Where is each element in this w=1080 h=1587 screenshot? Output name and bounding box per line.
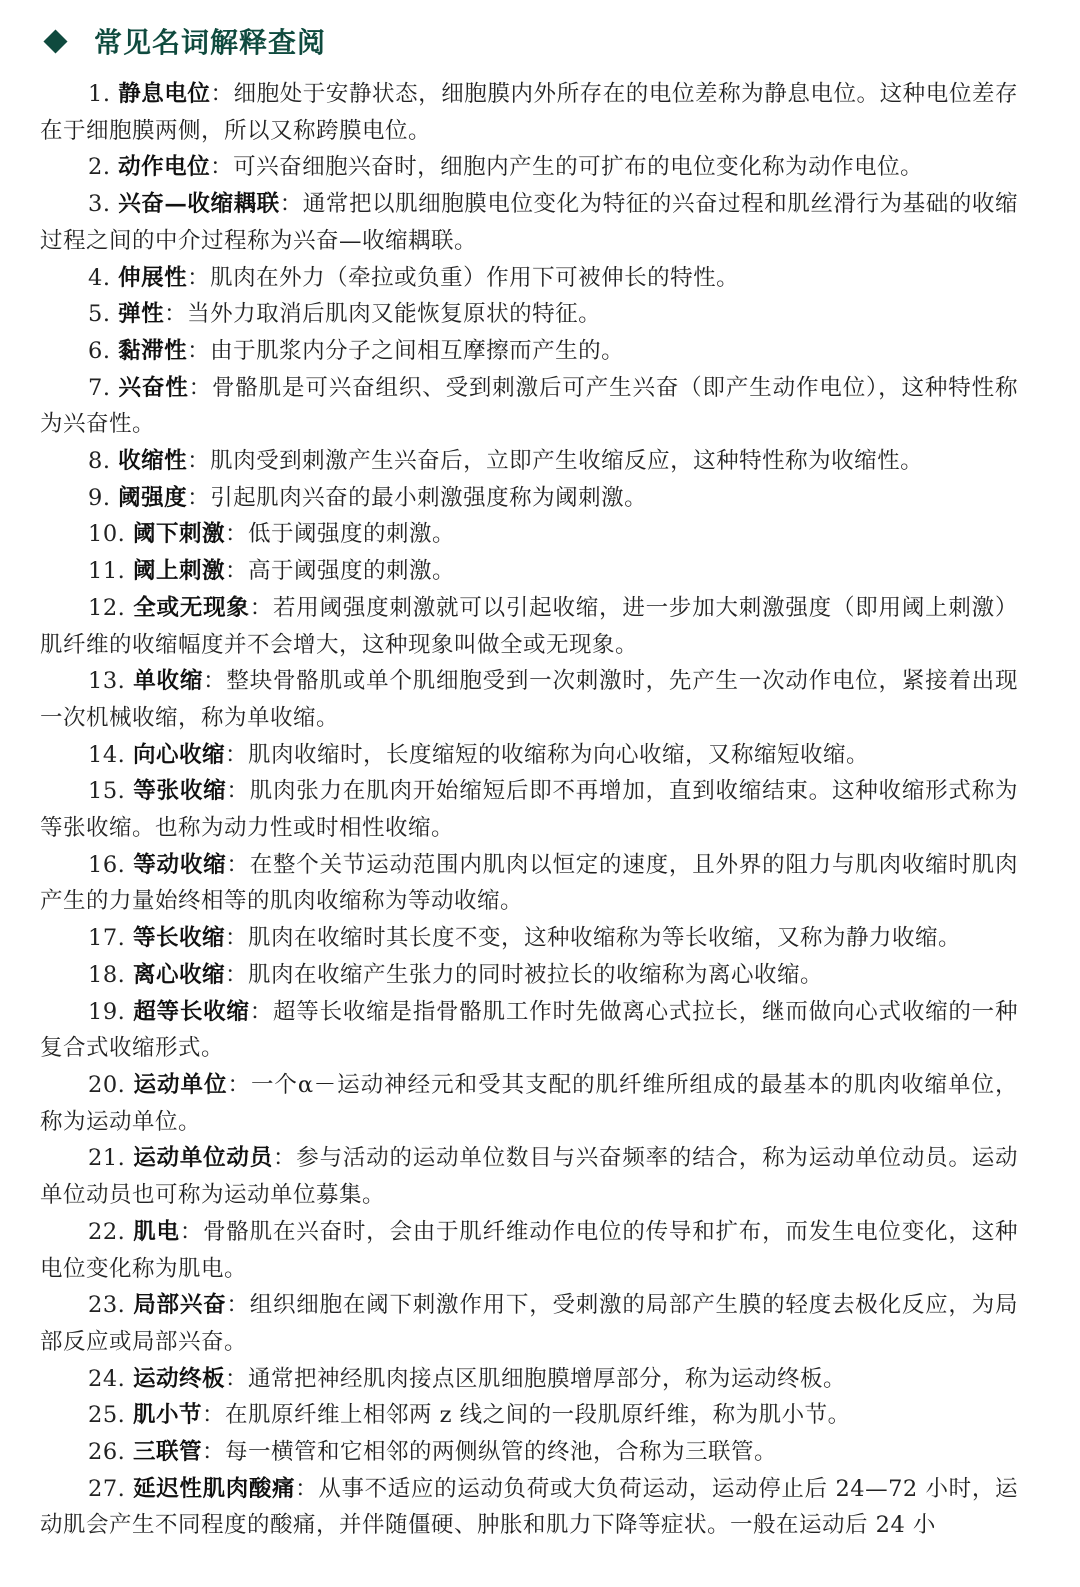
entry-number: 9. [88, 484, 111, 511]
entry-term: 静息电位 [118, 81, 211, 107]
entry-definition: 在整个关节运动范围内肌肉以恒定的速度，且外界的阻力与肌肉收缩时肌肉产生的力量始终相等的肌肉收缩称为等动收缩。 [40, 851, 1018, 915]
definition-entry [40, 737, 1018, 774]
entry-term: 运动单位动员 [133, 1145, 273, 1172]
entry-separator: ： [224, 558, 248, 585]
entry-term: 运动终板 [132, 1365, 225, 1392]
entry-term: 弹性 [118, 301, 165, 328]
entry-definition: 骨骼肌在兴奋时，会由于肌纤维动作电位的传导和扩布，而发生电位变化，这种电位变化称为肌电。 [40, 1218, 1018, 1282]
definition-list [40, 76, 1018, 1544]
entry-definition: 超等长收缩是指骨骼肌工作时先做离心式拉长，继而做向心式收缩的一种复合式收缩形式。 [40, 998, 1018, 1062]
entry-number: 5. [88, 301, 111, 328]
entry-definition: 整块骨骼肌或单个肌细胞受到一次刺激时，先产生一次动作电位，紧接着出现一次机械收缩，称为单收缩。 [40, 668, 1018, 731]
entry-number: 17. [88, 925, 126, 952]
definition-entry [40, 957, 1018, 994]
definition-entry [40, 590, 1018, 663]
entry-definition: 当外力取消后肌肉又能恢复原状的特征。 [187, 301, 602, 328]
entry-number: 1. [88, 81, 111, 107]
definition-entry [40, 847, 1018, 920]
definition-entry [40, 149, 1018, 186]
entry-term: 运动单位 [133, 1071, 228, 1098]
entry-separator: ： [226, 778, 250, 805]
entry-separator: ： [224, 741, 248, 768]
entry-number: 18. [88, 961, 126, 988]
entry-term: 局部兴奋 [133, 1292, 227, 1319]
entry-term: 等张收缩 [133, 778, 227, 805]
entry-separator: ： [226, 851, 250, 878]
entry-number: 26. [88, 1439, 126, 1466]
entry-definition: 通常把神经肌肉接点区肌细胞膜增厚部分，称为运动终板。 [247, 1365, 846, 1392]
definition-entry [40, 1067, 1018, 1140]
entry-separator: ： [224, 925, 248, 952]
definition-entry [40, 186, 1018, 259]
entry-definition: 在肌原纤维上相邻两 z 线之间的一段肌原纤维，称为肌小节。 [224, 1402, 851, 1429]
entry-separator: ： [188, 374, 212, 401]
definition-entry [40, 994, 1018, 1067]
section-heading [40, 20, 1018, 62]
entry-term: 延迟性肌肉酸痛 [133, 1475, 296, 1502]
definition-entry [40, 1214, 1018, 1287]
entry-term: 等动收缩 [133, 851, 227, 878]
definition-entry [40, 260, 1018, 297]
definition-entry [40, 480, 1018, 517]
definition-entry [40, 1140, 1018, 1213]
entry-separator: ： [179, 1218, 204, 1245]
entry-number: 24. [88, 1365, 126, 1392]
entry-number: 22. [88, 1218, 126, 1245]
definition-entry [40, 1397, 1018, 1434]
entry-term: 单收缩 [133, 668, 204, 695]
entry-term: 阈上刺激 [132, 558, 225, 585]
entry-separator: ： [210, 154, 234, 181]
entry-number: 8. [88, 448, 111, 475]
entry-number: 13. [88, 668, 126, 695]
entry-separator: ： [295, 1475, 319, 1502]
entry-separator: ： [279, 191, 303, 218]
entry-term: 兴奋—收缩耦联 [118, 191, 280, 218]
entry-number: 7. [88, 374, 111, 401]
entry-separator: ： [227, 1071, 251, 1098]
entry-definition: 肌肉受到刺激产生兴奋后，立即产生收缩反应，这种特性称为收缩性。 [210, 448, 924, 475]
definition-entry [40, 553, 1018, 590]
definition-entry [40, 1471, 1018, 1544]
entry-term: 离心收缩 [132, 961, 225, 988]
entry-definition: 组织细胞在阈下刺激作用下，受刺激的局部产生膜的轻度去极化反应，为局部反应或局部兴奋。 [40, 1292, 1018, 1355]
definition-entry [40, 516, 1018, 553]
entry-separator: ： [210, 81, 234, 107]
definition-entry [40, 1287, 1018, 1360]
entry-definition: 若用阈强度刺激就可以引起收缩，进一步加大刺激强度（即用阈上刺激）肌纤维的收缩幅度并不会增大，这种现象叫做全或无现象。 [40, 594, 1018, 658]
entry-definition: 从事不适应的运动负荷或大负荷运动，运动停止后 24—72 小时，运动肌会产生不同程度的酸痛，并伴随僵硬、肿胀和肌力下降等症状。一般在运动后 24 小 [40, 1475, 1018, 1539]
entry-separator: ： [187, 264, 211, 291]
entry-number: 2. [88, 154, 111, 181]
entry-term: 肌小节 [132, 1402, 202, 1429]
entry-separator: ： [224, 961, 248, 988]
entry-number: 14. [88, 741, 126, 768]
entry-number: 15. [88, 778, 126, 805]
definition-entry [40, 773, 1018, 846]
definition-entry [40, 333, 1018, 370]
entry-number: 6. [88, 337, 111, 364]
entry-definition: 骨骼肌是可兴奋组织、受到刺激后可产生兴奋（即产生动作电位），这种特性称为兴奋性。 [40, 374, 1018, 438]
entry-separator: ： [224, 521, 248, 548]
entry-term: 三联管 [132, 1439, 202, 1466]
entry-definition: 可兴奋细胞兴奋时，细胞内产生的可扩布的电位变化称为动作电位。 [233, 154, 924, 181]
entry-term: 动作电位 [118, 154, 211, 181]
entry-number: 11. [88, 558, 126, 585]
definition-entry [40, 920, 1018, 957]
entry-definition: 肌肉在收缩产生张力的同时被拉长的收缩称为离心收缩。 [247, 961, 823, 988]
entry-separator: ： [201, 1439, 225, 1466]
entry-separator: ： [164, 301, 188, 328]
entry-definition: 肌肉收缩时，长度缩短的收缩称为向心收缩，又称缩短收缩。 [247, 741, 869, 768]
entry-definition: 细胞处于安静状态，细胞膜内外所存在的电位差称为静息电位。这种电位差存在于细胞膜两侧，所以又称跨膜电位。 [40, 81, 1018, 144]
entry-number: 20. [88, 1071, 126, 1098]
entry-definition: 肌肉在外力（牵拉或负重）作用下可被伸长的特性。 [210, 264, 740, 291]
entry-term: 黏滞性 [118, 337, 188, 364]
entry-separator: ： [187, 337, 211, 364]
entry-definition: 通常把以肌细胞膜电位变化为特征的兴奋过程和肌丝滑行为基础的收缩过程之间的中介过程称为兴奋—收缩耦联。 [40, 191, 1018, 254]
definition-entry [40, 663, 1018, 736]
entry-number: 23. [88, 1292, 126, 1319]
entry-separator: ： [273, 1145, 297, 1172]
entry-separator: ： [249, 998, 273, 1025]
definition-entry [40, 443, 1018, 480]
entry-term: 全或无现象 [133, 594, 250, 621]
entry-number: 4. [88, 264, 111, 291]
definition-entry [40, 1434, 1018, 1471]
entry-separator: ： [226, 1292, 250, 1319]
entry-separator: ： [224, 1365, 248, 1392]
definition-entry [40, 296, 1018, 333]
diamond-bullet-icon [43, 29, 67, 53]
entry-term: 兴奋性 [118, 374, 189, 401]
entry-number: 12. [88, 594, 126, 621]
entry-term: 伸展性 [118, 264, 188, 291]
entry-number: 19. [88, 998, 126, 1025]
entry-definition: 参与活动的运动单位数目与兴奋频率的结合，称为运动单位动员。运动单位动员也可称为运动单位募集。 [40, 1145, 1018, 1209]
entry-definition: 低于阈强度的刺激。 [247, 521, 455, 548]
definition-entry [40, 1361, 1018, 1398]
entry-definition: 引起肌肉兴奋的最小刺激强度称为阈刺激。 [210, 484, 648, 511]
entry-term: 超等长收缩 [133, 998, 250, 1025]
entry-separator: ： [201, 1402, 225, 1429]
page-title: 常见名词解释查阅 [94, 26, 327, 59]
entry-separator: ： [249, 594, 273, 621]
entry-definition: 每一横管和它相邻的两侧纵管的终池，合称为三联管。 [224, 1439, 777, 1466]
entry-definition: 肌肉在收缩时其长度不变，这种收缩称为等长收缩，又称为静力收缩。 [247, 925, 961, 952]
entry-definition: 高于阈强度的刺激。 [247, 558, 455, 585]
entry-number: 16. [88, 851, 126, 878]
entry-number: 21. [88, 1145, 126, 1172]
entry-term: 收缩性 [118, 448, 188, 475]
definition-entry [40, 76, 1018, 149]
entry-definition: 一个α－运动神经元和受其支配的肌纤维所组成的最基本的肌肉收缩单位，称为运动单位。 [40, 1071, 1018, 1135]
entry-term: 阈强度 [118, 484, 188, 511]
definition-entry [40, 370, 1018, 443]
entry-term: 向心收缩 [132, 741, 225, 768]
entry-number: 3. [88, 191, 111, 218]
entry-separator: ： [203, 668, 227, 695]
entry-term: 阈下刺激 [132, 521, 225, 548]
entry-term: 肌电 [133, 1218, 180, 1245]
entry-number: 25. [88, 1402, 126, 1429]
entry-number: 27. [88, 1475, 126, 1502]
entry-definition: 肌肉张力在肌肉开始缩短后即不再增加，直到收缩结束。这种收缩形式称为等张收缩。也称为动力性或时相性收缩。 [40, 778, 1018, 842]
entry-number: 10. [88, 521, 126, 548]
entry-separator: ： [187, 484, 211, 511]
entry-term: 等长收缩 [132, 925, 225, 952]
entry-separator: ： [187, 448, 211, 475]
entry-definition: 由于肌浆内分子之间相互摩擦而产生的。 [210, 337, 625, 364]
